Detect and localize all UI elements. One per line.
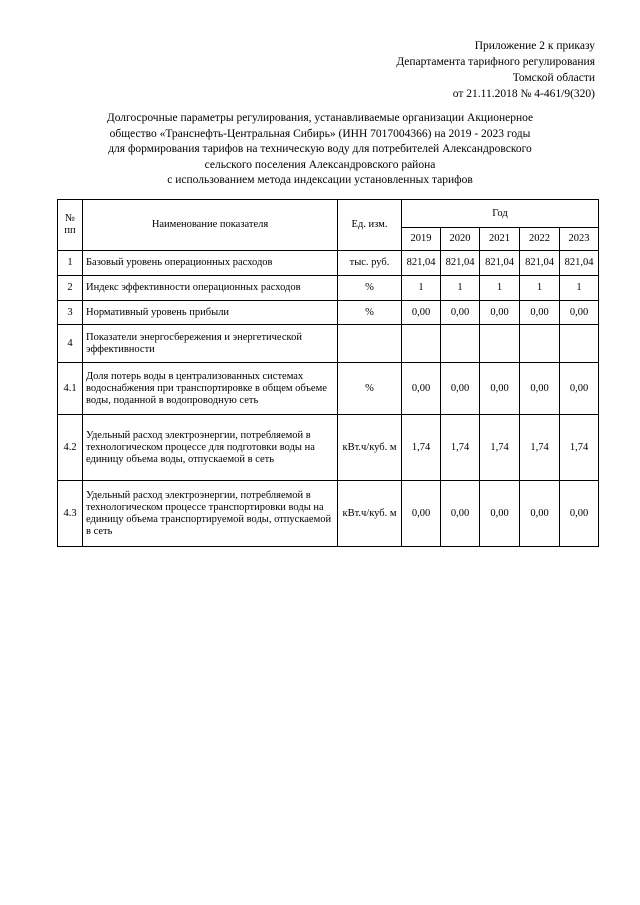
annex-header bbox=[295, 38, 595, 102]
table-row bbox=[58, 251, 599, 276]
row-value: 1 bbox=[441, 276, 480, 301]
row-value bbox=[520, 325, 560, 363]
row-name: Базовый уровень операционных расходов bbox=[83, 251, 338, 276]
header-name: Наименование показателя bbox=[83, 200, 338, 251]
row-value: 0,00 bbox=[480, 363, 520, 415]
header-year: 2023 bbox=[560, 228, 599, 251]
parameters-table bbox=[57, 199, 599, 547]
table-row bbox=[58, 325, 599, 363]
table-row bbox=[58, 276, 599, 301]
row-value: 1,74 bbox=[402, 415, 441, 481]
title-line: с использованием метода индексации установленных тарифов bbox=[167, 174, 473, 186]
row-value: 1 bbox=[560, 276, 599, 301]
row-value: 821,04 bbox=[480, 251, 520, 276]
row-num: 2 bbox=[58, 276, 83, 301]
row-unit: % bbox=[338, 276, 402, 301]
row-value: 1 bbox=[520, 276, 560, 301]
row-unit: тыс. руб. bbox=[338, 251, 402, 276]
row-value: 1 bbox=[402, 276, 441, 301]
row-unit: кВт.ч/куб. м bbox=[338, 415, 402, 481]
document-title bbox=[60, 111, 580, 189]
title-line: сельского поселения Александровского района bbox=[204, 158, 436, 171]
row-value bbox=[441, 325, 480, 363]
row-value: 0,00 bbox=[402, 363, 441, 415]
row-unit: кВт.ч/куб. м bbox=[338, 481, 402, 547]
row-value: 0,00 bbox=[520, 363, 560, 415]
header-num: № пп bbox=[58, 200, 83, 251]
row-value: 0,00 bbox=[480, 481, 520, 547]
row-name: Удельный расход электроэнергии, потребляемой в технологическом процессе для подготовки воды на единицу объема воды, отпускаемой в сеть bbox=[83, 415, 338, 481]
row-value: 0,00 bbox=[402, 481, 441, 547]
annex-line: Департамента тарифного регулирования bbox=[396, 56, 595, 68]
header-year: 2022 bbox=[520, 228, 560, 251]
row-unit: % bbox=[338, 363, 402, 415]
row-value: 821,04 bbox=[402, 251, 441, 276]
row-value: 0,00 bbox=[480, 301, 520, 325]
row-num: 4.1 bbox=[58, 363, 83, 415]
row-value: 0,00 bbox=[560, 481, 599, 547]
table-row bbox=[58, 301, 599, 325]
row-num: 4.3 bbox=[58, 481, 83, 547]
table-row bbox=[58, 481, 599, 547]
row-value: 821,04 bbox=[441, 251, 480, 276]
row-value: 0,00 bbox=[520, 481, 560, 547]
row-value: 0,00 bbox=[441, 363, 480, 415]
row-name: Удельный расход электроэнергии, потребляемой в технологическом процессе транспортировки воды на единицу объема транспортируемой воды, отпускаемой в сеть bbox=[83, 481, 338, 547]
annex-line: Томской области bbox=[512, 72, 595, 84]
row-name: Доля потерь воды в централизованных системах водоснабжения при транспортировке в общем объеме воды, поданной в водопроводную сеть bbox=[83, 363, 338, 415]
row-value: 0,00 bbox=[560, 301, 599, 325]
header-year: 2020 bbox=[441, 228, 480, 251]
row-value bbox=[480, 325, 520, 363]
row-num: 1 bbox=[58, 251, 83, 276]
row-value bbox=[560, 325, 599, 363]
row-value: 821,04 bbox=[560, 251, 599, 276]
row-name: Показатели энергосбережения и энергетической эффективности bbox=[83, 325, 338, 363]
row-value: 0,00 bbox=[560, 363, 599, 415]
title-line: Долгосрочные параметры регулирования, устанавливаемые организации Акционерное bbox=[106, 112, 534, 124]
row-name: Нормативный уровень прибыли bbox=[83, 301, 338, 325]
row-num: 4.2 bbox=[58, 415, 83, 481]
header-unit: Ед. изм. bbox=[338, 200, 402, 251]
row-num: 4 bbox=[58, 325, 83, 363]
row-num: 3 bbox=[58, 301, 83, 325]
row-value: 1,74 bbox=[441, 415, 480, 481]
row-unit bbox=[338, 325, 402, 363]
row-value: 0,00 bbox=[402, 301, 441, 325]
row-value: 1,74 bbox=[560, 415, 599, 481]
row-value: 1,74 bbox=[480, 415, 520, 481]
row-value: 0,00 bbox=[441, 481, 480, 547]
table-row bbox=[58, 415, 599, 481]
row-value: 821,04 bbox=[520, 251, 560, 276]
row-value: 0,00 bbox=[520, 301, 560, 325]
row-value bbox=[402, 325, 441, 363]
table-row bbox=[58, 363, 599, 415]
row-unit: % bbox=[338, 301, 402, 325]
header-year: 2021 bbox=[480, 228, 520, 251]
title-line: для формирования тарифов на техническую воду для потребителей Александровского bbox=[108, 143, 532, 155]
title-line: общество «Транснефть-Центральная Сибирь» (ИНН 7017004366) на 2019 - 2023 годы bbox=[109, 127, 531, 140]
header-year-group: Год bbox=[402, 200, 599, 228]
row-value: 1,74 bbox=[520, 415, 560, 481]
annex-line: Приложение 2 к приказу bbox=[474, 40, 595, 52]
annex-line: от 21.11.2018 № 4-461/9(320) bbox=[452, 88, 595, 100]
row-name: Индекс эффективности операционных расходов bbox=[83, 276, 338, 301]
row-value: 0,00 bbox=[441, 301, 480, 325]
row-value: 1 bbox=[480, 276, 520, 301]
header-year: 2019 bbox=[402, 228, 441, 251]
